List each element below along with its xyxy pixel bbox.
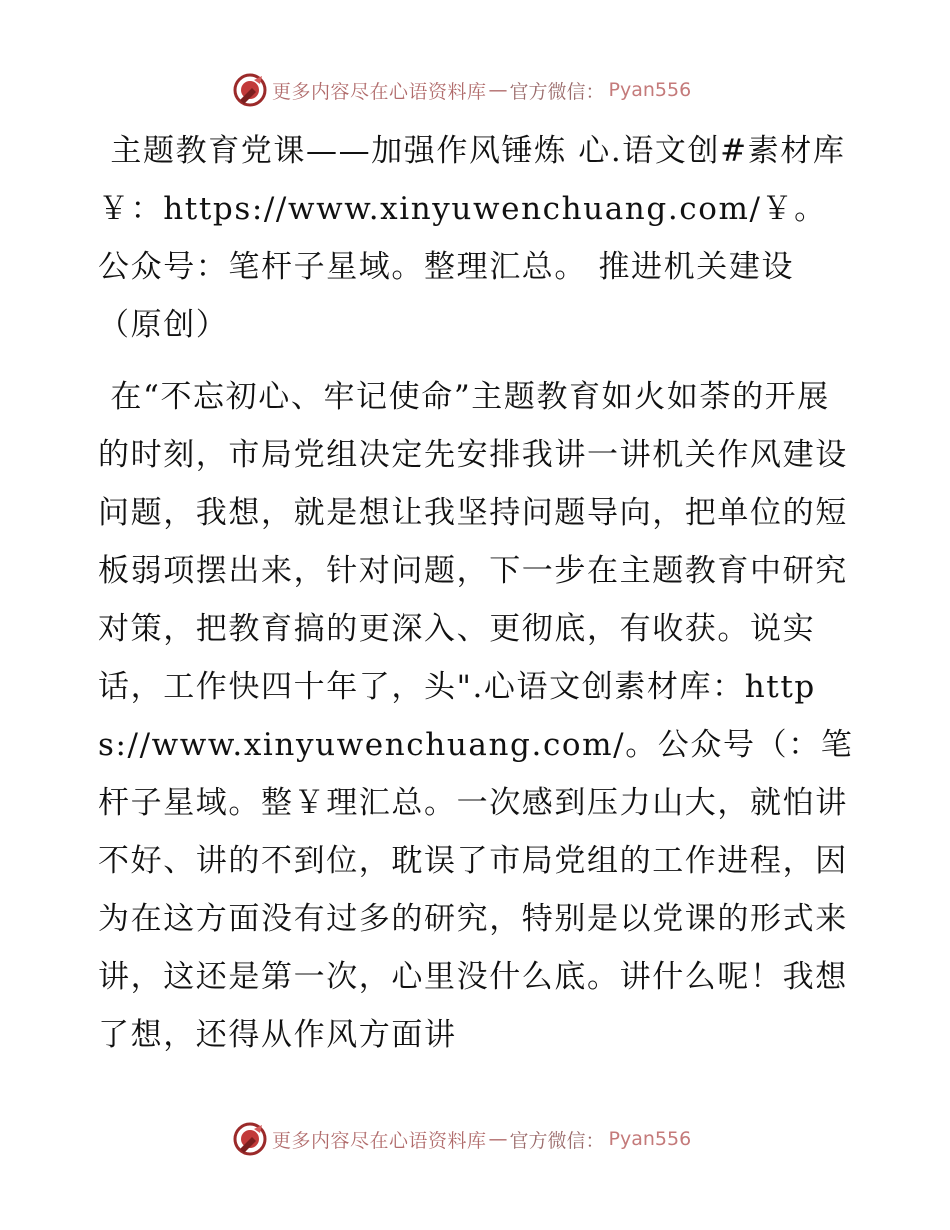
header-slogan: 更多内容尽在心语资料库: [272, 80, 487, 103]
paragraph-body: 在“不忘初心、牢记使命”主题教育如火如荼的开展的时刻，市局党组决定先安排我讲一讲机关作风建设问题，我想，就是想让我坚持问题导向，把单位的短板弱项摆出来，针对问题，下一步在主题教育中研究对策，把教育搞的更深入、更彻底，有收获。说实话，工作快四十年了，头".心语文创素材库：https://www.xinyuwenchuang.com/。公众号（：笔杆子星域。整￥理汇总。一次感到压力山大，就怕讲不好、讲的不到位，耽误了市局党组的工作进程，因为在这方面没有过多的研究，特别是以党课的形式来讲，这还是第一次，心里没什么底。讲什么呢！我想了想，还得从作风方面讲: [98, 379, 854, 1053]
header-banner: [232, 72, 752, 108]
header-wechat-id: Pyan556: [608, 79, 692, 101]
footer-dash: —: [488, 1128, 508, 1150]
brand-logo-icon: [232, 1121, 268, 1157]
brand-logo-icon: [232, 72, 268, 108]
header-wechat-label: 官方微信：: [509, 80, 605, 103]
header-dash: —: [488, 79, 508, 101]
document-body: [98, 122, 858, 1064]
footer-banner: [232, 1121, 752, 1157]
paragraph-title: 主题教育党课——加强作风锤炼 心.语文创#素材库￥：https://www.xinyuwenchuang.com/￥。公众号：笔杆子星域。整理汇总。 推进机关建设（原创）: [98, 133, 846, 343]
footer-wechat-label: 官方微信：: [509, 1129, 605, 1152]
footer-wechat-id: Pyan556: [608, 1128, 692, 1150]
footer-slogan: 更多内容尽在心语资料库: [272, 1129, 487, 1152]
